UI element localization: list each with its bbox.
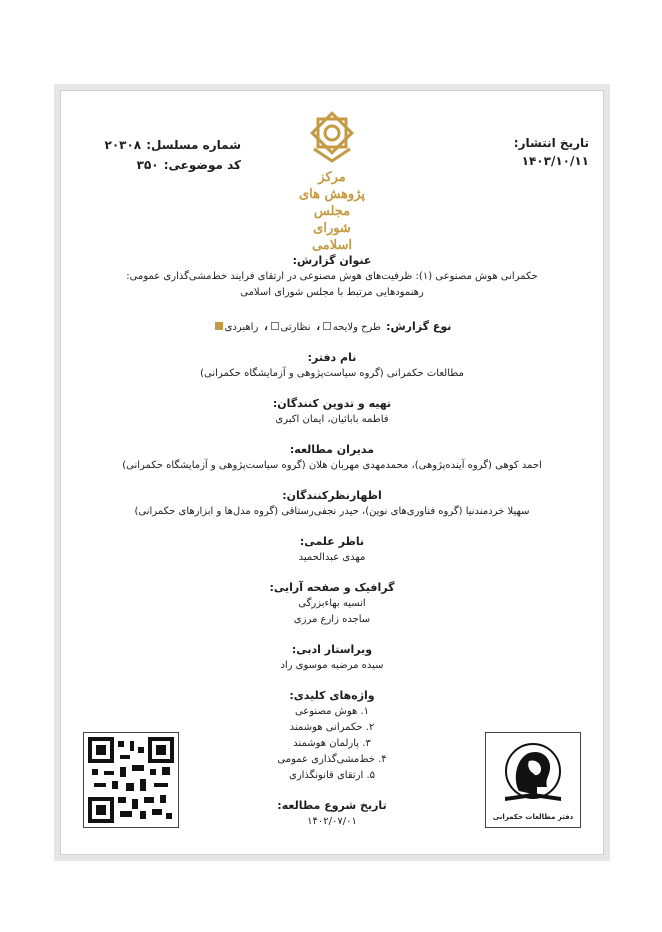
keyword-4: ۴. خط‌مشی‌گذاری عمومی bbox=[277, 754, 387, 765]
authors-section bbox=[101, 396, 563, 428]
graphics-value-1: انسیه بهاءبزرگی bbox=[298, 598, 366, 609]
authors-label: تهیه و تدوین کنندگان: bbox=[272, 397, 392, 410]
subject-code-value: ۳۵۰ bbox=[136, 158, 159, 172]
keyword-5: ۵. ارتقای قانونگذاری bbox=[289, 770, 375, 781]
checkbox-checked-icon bbox=[215, 322, 223, 330]
type-option-1: طرح ولایحه bbox=[332, 322, 382, 333]
serial-block bbox=[101, 134, 241, 174]
supervisor-value: مهدی عبدالحمید bbox=[298, 552, 366, 563]
managers-value: احمد کوهی (گروه آینده‌پژوهی)، محمدمهدی مهربان هلان (گروه سیاست‌پژوهی و آزمایشگاه حکمرانی) bbox=[122, 460, 542, 471]
type-option-3: راهبردی bbox=[224, 322, 259, 333]
editor-label: ویراستار ادبی: bbox=[291, 643, 373, 656]
subject-code-label: کد موضوعی: bbox=[163, 158, 241, 172]
publish-date-label: تاریخ انتشار: bbox=[513, 136, 589, 150]
publish-date-block bbox=[489, 134, 589, 170]
logo-line2: مجلس شورای اسلامی bbox=[311, 204, 353, 253]
title-label: عنوان گزارش: bbox=[292, 254, 372, 267]
graphics-value-2: ساجده زارع مرزی bbox=[293, 614, 371, 625]
supervisor-label: ناظر علمی: bbox=[299, 535, 365, 548]
editor-section bbox=[101, 642, 563, 674]
graphics-label: گرافیک و صفحه آرایی: bbox=[269, 581, 395, 594]
title-line2: رهنمودهایی مرتبط با مجلس شورای اسلامی bbox=[240, 287, 424, 298]
serial-label: شماره مسلسل: bbox=[146, 138, 241, 152]
research-center-logo bbox=[297, 109, 367, 253]
checkbox-icon bbox=[323, 322, 331, 330]
keyword-3: ۳. پارلمان هوشمند bbox=[293, 738, 371, 749]
publish-date-value: ۱۴۰۳/۱۰/۱۱ bbox=[521, 154, 589, 168]
serial-row bbox=[101, 134, 241, 154]
editor-value: سیده مرضیه موسوی راد bbox=[280, 660, 384, 671]
office-value: مطالعات حکمرانی (گروه سیاست‌پژوهی و آزمایشگاه حکمرانی) bbox=[200, 368, 464, 379]
title-line1: حکمرانی هوش مصنوعی (۱): ظرفیت‌های هوش مصنوعی در ارتقای فرایند خط‌مشی‌گذاری عمومی: bbox=[126, 271, 538, 282]
managers-label: مدیران مطالعه: bbox=[289, 443, 375, 456]
start-date-value: ۱۴۰۲/۰۷/۰۱ bbox=[307, 816, 357, 827]
keyword-2: ۲. حکمرانی هوشمند bbox=[289, 722, 375, 733]
subject-code-row bbox=[101, 154, 241, 174]
keywords-label: واژه‌های کلیدی: bbox=[289, 689, 375, 702]
cover-frame bbox=[60, 90, 604, 855]
logo-emblem-icon bbox=[304, 109, 360, 165]
emblem-label: دفتر مطالعات حکمرانی bbox=[492, 813, 574, 821]
logo-line1: مرکز پژوهش های bbox=[298, 170, 365, 202]
commenters-label: اظهارنظرکنندگان: bbox=[282, 489, 382, 502]
office-label: نام دفتر: bbox=[307, 351, 357, 364]
qr-code-icon bbox=[84, 733, 178, 827]
managers-section bbox=[101, 442, 563, 474]
qr-code bbox=[83, 732, 179, 828]
serial-value: ۲۰۳۰۸ bbox=[104, 138, 142, 152]
keyword-1: ۱. هوش مصنوعی bbox=[294, 706, 370, 717]
supervisor-section bbox=[101, 534, 563, 566]
type-label: نوع گزارش: bbox=[386, 320, 452, 333]
head-map-book-icon bbox=[493, 737, 573, 807]
type-option-2: نظارتی bbox=[280, 322, 311, 333]
governance-office-emblem bbox=[485, 732, 581, 828]
authors-value: فاطمه باباثیان، ایمان اکبری bbox=[275, 414, 389, 425]
commenters-section bbox=[101, 488, 563, 520]
title-section bbox=[101, 253, 563, 301]
checkbox-icon bbox=[271, 322, 279, 330]
start-date-label: تاریخ شروع مطالعه: bbox=[277, 799, 387, 812]
type-section: نوع گزارش: طرح ولایحه، نظارتی، راهبردی bbox=[101, 315, 563, 336]
office-section bbox=[101, 350, 563, 382]
commenters-value: سهیلا خردمندنیا (گروه فناوری‌های نوین)، حیدر نجفی‌رستاقی (گروه مدل‌ها و ابزارهای حکمرانی) bbox=[134, 506, 530, 517]
graphics-section bbox=[101, 580, 563, 628]
